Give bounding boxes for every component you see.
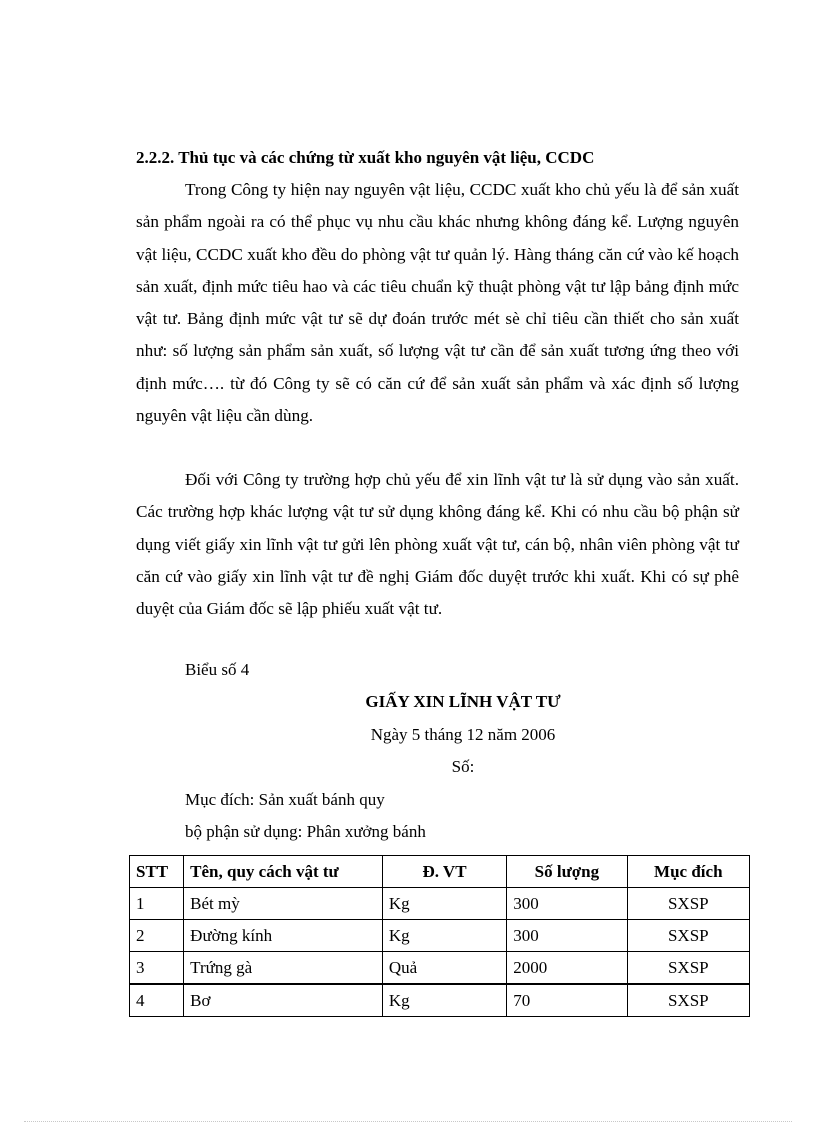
cell-name: Bơ (184, 984, 383, 1017)
cell-name: Trứng gà (184, 952, 383, 985)
page-bottom-rule (24, 1121, 792, 1122)
section-heading: 2.2.2. Thủ tục và các chứng từ xuất kho nguyên vật liệu, CCDC (136, 148, 595, 167)
form-title: GIẤY XIN LĨNH VẬT TƯ (365, 692, 561, 711)
cell-purpose: SXSP (627, 888, 749, 920)
cell-quantity: 300 (507, 920, 627, 952)
form-date: Ngày 5 tháng 12 năm 2006 (370, 725, 556, 744)
table-row (130, 920, 750, 952)
cell-purpose: SXSP (627, 952, 749, 985)
cell-unit: Quả (382, 952, 506, 985)
header-quantity: Số lượng (507, 856, 627, 888)
cell-stt: 3 (130, 952, 184, 985)
paragraph-2: Đối với Công ty trường hợp chủ yếu để xin lĩnh vật tư là sử dụng vào sản xuất. Các trường hợp khác lượng vật tư sử dụng không đáng kể. Khi có nhu cầu bộ phận sử dụng viết giấy xin lĩnh vật tư gửi lên phòng xuất vật tư, cán bộ, nhân viên phòng vật tư căn cứ vào giấy xin lĩnh vật tư đề nghị Giám đốc duyệt trước khi xuất. Khi có sự phê duyệt của Giám đốc sẽ lập phiếu xuất vật tư. (136, 470, 739, 619)
cell-name: Bét mỳ (184, 888, 383, 920)
cell-quantity: 300 (507, 888, 627, 920)
table-row (130, 952, 750, 985)
cell-purpose: SXSP (627, 920, 749, 952)
materials-table (129, 855, 750, 1017)
header-stt: STT (130, 856, 184, 888)
cell-unit: Kg (382, 920, 506, 952)
cell-stt: 1 (130, 888, 184, 920)
cell-unit: Kg (382, 888, 506, 920)
table-header-row (130, 856, 750, 888)
cell-quantity: 70 (507, 984, 627, 1017)
form-purpose: Mục đích: Sản xuất bánh quy (185, 790, 385, 809)
paragraph-1: Trong Công ty hiện nay nguyên vật liệu, CCDC xuất kho chủ yếu là để sản xuất sản phẩm ngoài ra có thể phục vụ nhu cầu khác nhưng không đáng kể. Lượng nguyên vật liệu, CCDC xuất kho đều do phòng vật tư quản lý. Hàng tháng căn cứ vào kế hoạch sản xuất, định mức tiêu hao và các tiêu chuẩn kỹ thuật phòng vật tư lập bảng định mức vật tư. Bảng định mức vật tư sẽ dự đoán trước mét sè chỉ tiêu cần thiết cho sản xuất như: số lượng sản phẩm sản xuất, số lượng vật tư cần để sản xuất tương ứng theo với định mức…. từ đó Công ty sẽ có căn cứ để sản xuất sản phẩm và xác định số lượng nguyên vật liệu cần dùng. (136, 180, 739, 426)
form-department: bộ phận sử dụng: Phân xưởng bánh (185, 822, 426, 841)
form-number: Số: (451, 757, 475, 776)
cell-stt: 4 (130, 984, 184, 1017)
header-unit: Đ. VT (382, 856, 506, 888)
cell-name: Đường kính (184, 920, 383, 952)
header-name: Tên, quy cách vật tư (184, 856, 383, 888)
cell-quantity: 2000 (507, 952, 627, 985)
table-row (130, 888, 750, 920)
cell-stt: 2 (130, 920, 184, 952)
table-row (130, 984, 750, 1017)
header-purpose: Mục đích (627, 856, 749, 888)
cell-unit: Kg (382, 984, 506, 1017)
cell-purpose: SXSP (627, 984, 749, 1017)
form-label: Biểu số 4 (185, 660, 250, 679)
